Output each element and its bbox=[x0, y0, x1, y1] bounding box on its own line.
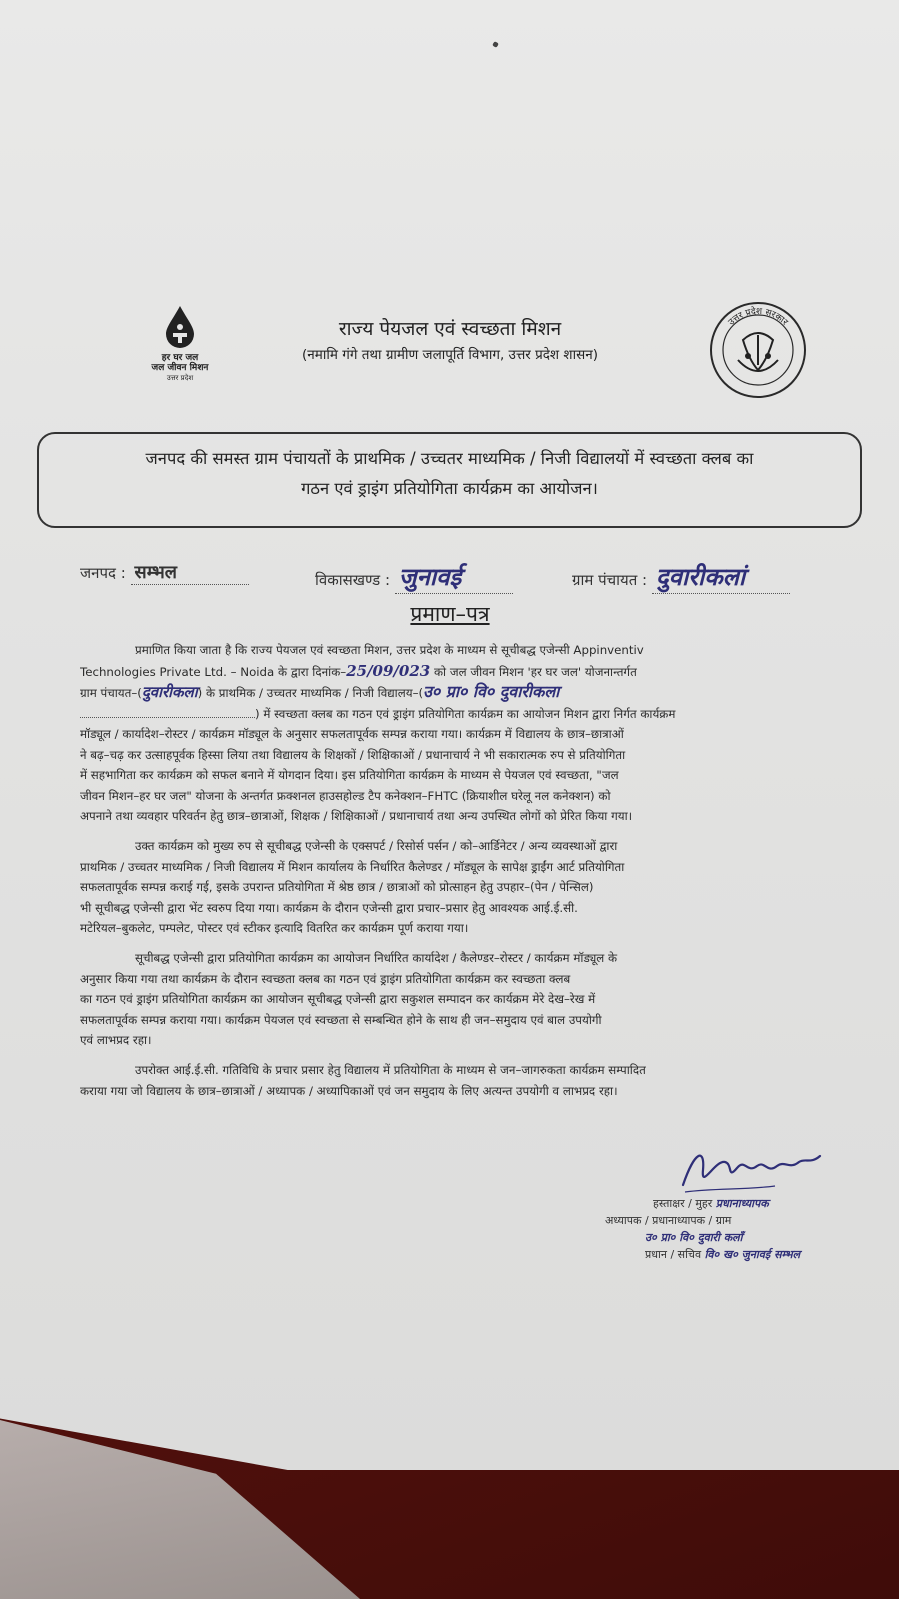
block-value: जुनावई bbox=[395, 560, 513, 594]
para3-line: का गठन एवं ड्राइंग प्रतियोगिता कार्यक्रम का आयोजन सूचीबद्ध एजेन्सी द्वारा सकुशल सम्पादन कर कार्यक्रम मेरे देख–रेख में bbox=[80, 992, 596, 1006]
para4-line: कराया गया जो विद्यालय के छात्र–छात्राओं / अध्यापक / अध्यापिकाओं एवं जन समुदाय के लिए अत्यन्त उपयोगी व लाभप्रद रहा। bbox=[80, 1083, 618, 1098]
logo-text-2: जल जीवन मिशन bbox=[151, 363, 209, 373]
district-value: सम्भल bbox=[131, 560, 249, 585]
district-label: जनपद : bbox=[80, 564, 126, 582]
panchayat-name: दुवारीकला bbox=[141, 683, 198, 701]
stamp-block: वि० ख० जुनावई सम्भल bbox=[704, 1248, 801, 1261]
panchayat-field bbox=[572, 560, 790, 594]
logo-text-1: हर घर जल bbox=[161, 353, 199, 363]
para4-line: उपरोक्त आई.ई.सी. गतिविधि के प्रचार प्रसार हेतु विद्यालय में प्रतियोगिता के माध्यम से जन–जागरुकता कार्यक्रम सम्पादित bbox=[135, 1063, 646, 1077]
para2-line: सफलतापूर्वक सम्पन्न कराई गई, इसके उपरान्त प्रतियोगिता में श्रेष्ठ छात्र / छात्राओं को प्रोत्साहन हेतु उपहार–(पेन / पेन्सिल) bbox=[80, 880, 594, 894]
district-field bbox=[80, 560, 249, 585]
paragraph-1 bbox=[80, 640, 840, 827]
para3-line: सफलतापूर्वक सम्पन्न कराया गया। कार्यक्रम पेयजल एवं स्वच्छता से सम्बन्धित होने के साथ ही जन–समुदाय एवं बाल उपयोगी bbox=[80, 1012, 602, 1027]
stamp-headmaster: प्रधानाध्यापक bbox=[715, 1197, 769, 1210]
para1-line: प्रमाणित किया जाता है कि राज्य पेयजल एवं स्वच्छता मिशन, उत्तर प्रदेश के माध्यम से सूचीबद्ध एजेन्सी Appinventiv bbox=[135, 643, 644, 657]
event-date: 25/09/023 bbox=[346, 661, 431, 680]
para2-line: भी सूचीबद्ध एजेन्सी द्वारा भेंट स्वरुप दिया गया। कार्यक्रम के दौरान एजेन्सी द्वारा प्रचार–प्रसार हेतु आवश्यक आई.ई.सी. bbox=[80, 900, 578, 915]
water-drop-icon bbox=[163, 305, 197, 349]
jal-jeevan-mission-logo bbox=[140, 305, 220, 385]
para1-line: ने बढ़–चढ़ कर उत्साहपूर्वक हिस्सा लिया तथा विद्यालय के शिक्षकों / शिक्षिकाओं / प्रधानाचार्य ने भी सकारात्मक रुप से प्रतियोगिता bbox=[80, 747, 626, 762]
block-field bbox=[315, 560, 513, 594]
para3-line: अनुसार किया गया तथा कार्यक्रम के दौरान स्वच्छता क्लब का गठन एवं ड्राइंग प्रतियोगिता कार्यक्रम कर स्वच्छता क्लब bbox=[80, 971, 571, 986]
subject-box bbox=[37, 432, 862, 528]
para2-line: उक्त कार्यक्रम को मुख्य रुप से सूचीबद्ध एजेन्सी के एक्सपर्ट / रिसोर्स पर्सन / को–आर्डिनेटर / अन्य व्यवस्थाओं द्वारा bbox=[135, 839, 618, 853]
paragraph-2 bbox=[80, 836, 840, 939]
para2-line: मटेरियल–बुकलेट, पम्पलेट, पोस्टर एवं स्टीकर इत्यादि वितरित कर कार्यक्रम पूर्ण कराया गया। bbox=[80, 921, 469, 935]
subject-line-1: जनपद की समस्त ग्राम पंचायतों के प्राथमिक / उच्चतर माध्यमिक / निजी विद्यालयों में स्वच्छता क्लब का bbox=[145, 449, 754, 468]
para3-line: सूचीबद्ध एजेन्सी द्वारा प्रतियोगिता कार्यक्रम का आयोजन निर्धारित कार्यादेश / कैलेण्डर–रोस्टर / कार्यक्रम मॉड्यूल के bbox=[135, 951, 618, 965]
panchayat-value: दुवारीकलां bbox=[652, 560, 790, 594]
para1-line: जीवन मिशन–हर घर जल" योजना के अन्तर्गत फ्रक्शनल हाउसहोल्ड टैप कनेक्शन–FHTC (क्रियाशील घरेलू नल कनेक्शन) को bbox=[80, 788, 611, 803]
paragraph-3 bbox=[80, 948, 840, 1051]
mission-subtitle: (नमामि गंगे तथा ग्रामीण जलापूर्ति विभाग, उत्तर प्रदेश शासन) bbox=[302, 347, 598, 363]
mission-title: राज्य पेयजल एवं स्वच्छता मिशन bbox=[338, 318, 562, 340]
block-label: विकासखण्ड : bbox=[315, 571, 391, 589]
para1-line: में सहभागिता कर कार्यक्रम को सफल बनाने में योगदान दिया। इस प्रतियोगिता कार्यक्रम के माध्यम से पेयजल एवं स्वच्छता, "जल bbox=[80, 768, 619, 782]
handwritten-signature bbox=[675, 1140, 835, 1200]
panchayat-label: ग्राम पंचायत : bbox=[572, 571, 648, 589]
para1-line-date: Technologies Private Ltd. – Noida के द्वारा दिनांक–25/09/023 को जल जीवन मिशन 'हर घर जल' योजनान्तर्गत bbox=[80, 661, 637, 680]
seal-text: उत्तर प्रदेश सरकार bbox=[726, 306, 790, 328]
para1-line: अपनाने तथा व्यवहार परिवर्तन हेतु छात्र–छात्राओं, शिक्षक / शिक्षिकाओं / प्रधानाचार्य तथा अन्य उपस्थित लोगों को प्रेरित किया गया। bbox=[80, 809, 633, 823]
up-government-seal-icon bbox=[708, 300, 808, 400]
para2-line: प्राथमिक / उच्चतर माध्यमिक / निजी विद्यालय में मिशन कार्यालय के निर्धारित कैलेण्डर / मॉड्यूल के सापेक्ष ड्राईंग आर्ट प्रतियोगिता bbox=[80, 859, 625, 874]
school-name: उ० प्रा० वि० दुवारीकला bbox=[423, 682, 560, 701]
signature-stamp-block bbox=[605, 1195, 835, 1263]
para1-line: ) में स्वच्छता क्लब का गठन एवं ड्राइंग प्रतियोगिता कार्यक्रम का आयोजन मिशन द्वारा निर्गत कार्यक्रम bbox=[80, 704, 840, 725]
para1-line-school: ग्राम पंचायत–(दुवारीकला) के प्राथमिक / उच्चतर माध्यमिक / निजी विद्यालय–(उ० प्रा० वि० दुवारीकला bbox=[80, 682, 560, 701]
para3-line: एवं लाभप्रद रहा। bbox=[80, 1033, 152, 1047]
sign-label-1: हस्ताक्षर / मुहर bbox=[653, 1197, 713, 1210]
subject-line-2: गठन एवं ड्राइंग प्रतियोगिता कार्यक्रम का आयोजन। bbox=[301, 479, 598, 498]
sign-label-3: प्रधान / सचिव bbox=[645, 1248, 702, 1261]
paragraph-4 bbox=[80, 1060, 840, 1101]
sign-label-2: अध्यापक / प्रधानाध्यापक / ग्राम bbox=[605, 1214, 732, 1227]
para1-line: मॉड्यूल / कार्यादेश–रोस्टर / कार्यक्रम मॉड्यूल के अनुसार सफलतापूर्वक सम्पन्न कराया गया। कार्यक्रम में विद्यालय के छात्र–छात्राओं bbox=[80, 727, 624, 741]
logo-text-3: उत्तर प्रदेश bbox=[166, 374, 194, 382]
certificate-title: प्रमाण–पत्र bbox=[410, 602, 490, 626]
stamp-school: उ० प्रा० वि० दुवारी कलाँ bbox=[645, 1231, 743, 1244]
